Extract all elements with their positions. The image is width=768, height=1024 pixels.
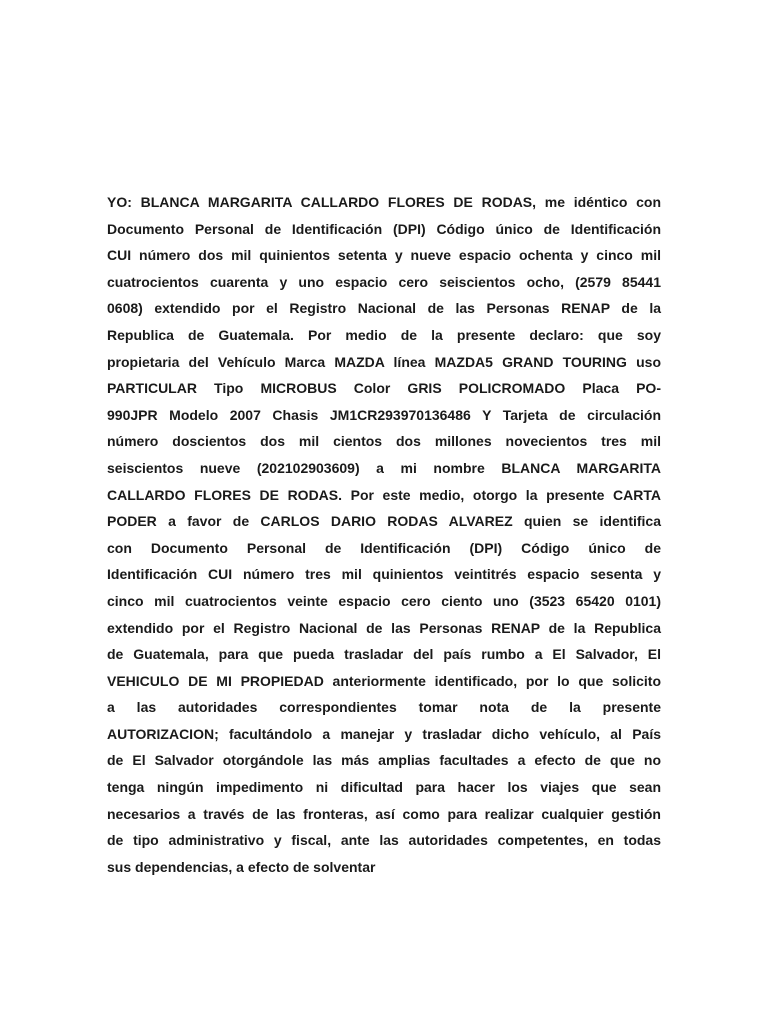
text-line: de El Salvador otorgándole las más amplias facultades a efecto de que no <box>107 752 661 769</box>
text-line: PODER a favor de CARLOS DARIO RODAS ALVAREZ quien se identifica <box>107 513 661 530</box>
text-line: con Documento Personal de Identificación (DPI) Código único de <box>107 539 661 556</box>
letter-body <box>107 189 661 880</box>
text-line: CUI número dos mil quinientos setenta y nueve espacio ochenta y cinco mil <box>107 247 661 264</box>
text-line: cinco mil cuatrocientos veinte espacio cero ciento uno (3523 65420 0101) <box>107 592 661 609</box>
text-line: tenga ningún impedimento ni dificultad para hacer los viajes que sean <box>107 779 661 796</box>
text-line: CALLARDO FLORES DE RODAS. Por este medio, otorgo la presente CARTA <box>107 486 661 503</box>
text-line: PARTICULAR Tipo MICROBUS Color GRIS POLICROMADO Placa PO- <box>107 380 661 397</box>
text-line: sus dependencias, a efecto de solventar <box>107 858 376 875</box>
text-line: de tipo administrativo y fiscal, ante las autoridades competentes, en todas <box>107 832 661 849</box>
text-line: de Guatemala, para que pueda trasladar del país rumbo a El Salvador, El <box>107 646 661 663</box>
text-line: Documento Personal de Identificación (DPI) Código único de Identificación <box>107 220 661 237</box>
text-line: cuatrocientos cuarenta y uno espacio cero seiscientos ocho, (2579 85441 <box>107 273 661 290</box>
text-line: necesarios a través de las fronteras, así como para realizar cualquier gestión <box>107 805 661 822</box>
text-line: 0608) extendido por el Registro Nacional de las Personas RENAP de la <box>107 300 661 317</box>
text-line: propietaria del Vehículo Marca MAZDA línea MAZDA5 GRAND TOURING uso <box>107 353 661 370</box>
text-line: Identificación CUI número tres mil quinientos veintitrés espacio sesenta y <box>107 566 661 583</box>
text-line: 990JPR Modelo 2007 Chasis JM1CR293970136486 Y Tarjeta de circulación <box>107 406 661 423</box>
text-line: VEHICULO DE MI PROPIEDAD anteriormente identificado, por lo que solicito <box>107 672 661 689</box>
text-line: extendido por el Registro Nacional de las Personas RENAP de la Republica <box>107 619 661 636</box>
text-line: AUTORIZACION; facultándolo a manejar y trasladar dicho vehículo, al País <box>107 725 661 742</box>
text-line: número doscientos dos mil cientos dos millones novecientos tres mil <box>107 433 661 450</box>
text-line: a las autoridades correspondientes tomar nota de la presente <box>107 699 661 716</box>
text-line: Republica de Guatemala. Por medio de la presente declaro: que soy <box>107 326 661 343</box>
text-line: YO: BLANCA MARGARITA CALLARDO FLORES DE RODAS, me idéntico con <box>107 194 661 210</box>
text-line: seiscientos nueve (202102903609) a mi nombre BLANCA MARGARITA <box>107 459 661 476</box>
